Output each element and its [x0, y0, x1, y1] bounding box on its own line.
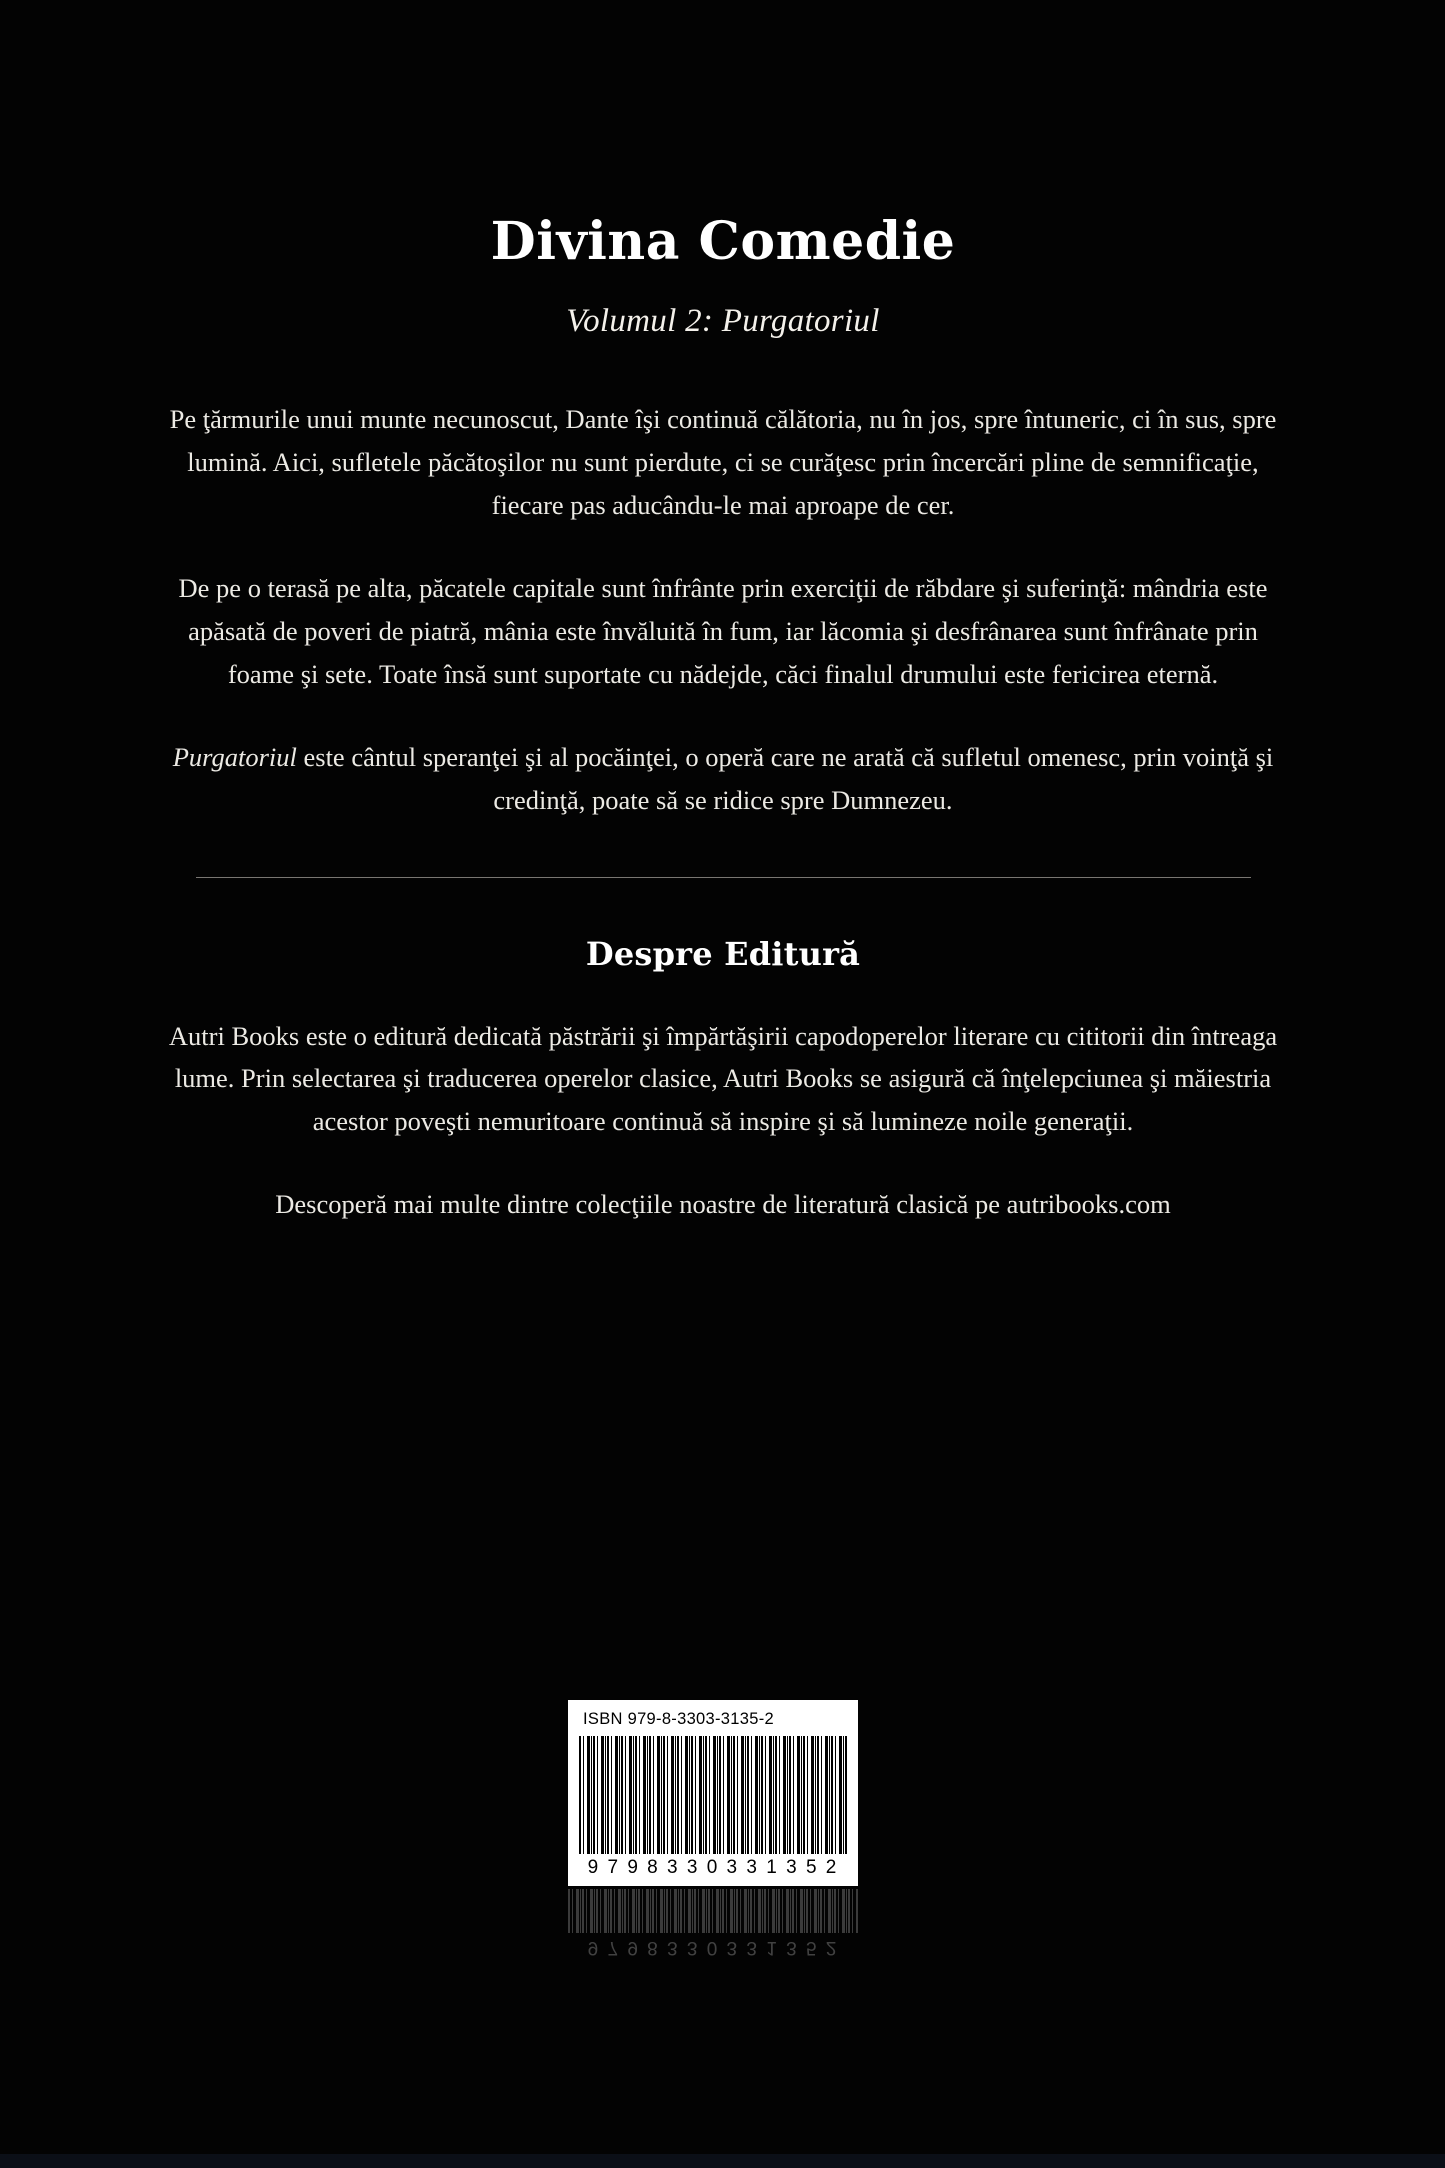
- isbn-label: ISBN 979-8-3303-3135-2: [583, 1710, 774, 1728]
- publisher-paragraph-2: Descoperă mai multe dintre colecţiile noastre de literatură clasică pe autribooks.com: [275, 1189, 1171, 1220]
- barcode-card: [568, 1700, 858, 1886]
- section-divider: [196, 877, 1251, 878]
- cover-content: [163, 0, 1283, 1226]
- blurb-paragraph-3: [163, 696, 1283, 822]
- cover-bottom-edge: [0, 2154, 1445, 2168]
- barcode-reflection-digits: 9 7 9 8 3 3 0 3 3 1 3 5 2: [587, 1937, 839, 1959]
- barcode-digits: 9 7 9 8 3 3 0 3 3 1 3 5 2: [587, 1857, 839, 1879]
- blurb-paragraph-1: Pe ţărmurile unui munte necunoscut, Dante îşi continuă călătoria, nu în jos, spre întuneric, ci în sus, spre lumină. Aici, sufletele păcătoşilor nu sunt pierdute, ci se curăţesc prin încercări pline de semnificaţie, fiecare pas aducându-le mai aproape de cer.: [169, 404, 1277, 521]
- barcode-block: [568, 1700, 858, 1958]
- barcode-reflection-bars-icon: [568, 1889, 858, 1933]
- blurb-italic-title: Purgatoriul: [172, 741, 297, 772]
- page-title: Divina Comedie: [490, 211, 956, 272]
- barcode-bars-icon: [579, 1736, 847, 1854]
- blurb-paragraph-3-rest: este cântul speranţei şi al pocăinţei, o operă care ne arată că sufletul omenesc, prin voinţă şi credinţă, poate să se ridice spre Dumnezeu.: [296, 741, 1274, 815]
- blurb-paragraph-2: De pe o terasă pe alta, păcatele capitale sunt înfrânte prin exerciţii de răbdare şi suferinţă: mândria este apăsată de poveri de piatră, mânia este învăluită în fum, iar lăcomia şi desfrânarea sunt înfrânate prin foame şi sete. Toate însă sunt suportate cu nădejde, căci finalul drumului este fericirea eternă.: [178, 572, 1268, 689]
- book-subtitle: Volumul 2: Purgatoriul: [566, 303, 880, 340]
- barcode-reflection: [568, 1888, 858, 1958]
- publisher-heading: Despre Editură: [585, 934, 861, 973]
- publisher-paragraph-1: Autri Books este o editură dedicată păstrării şi împărtăşirii capodoperelor literare cu cititorii din întreaga lume. Prin selectarea şi traducerea operelor clasice, Autri Books se asigură că înţelepciunea şi măiestria acestor poveşti nemuritoare continuă să inspire şi să lumineze noile generaţii.: [168, 1020, 1278, 1137]
